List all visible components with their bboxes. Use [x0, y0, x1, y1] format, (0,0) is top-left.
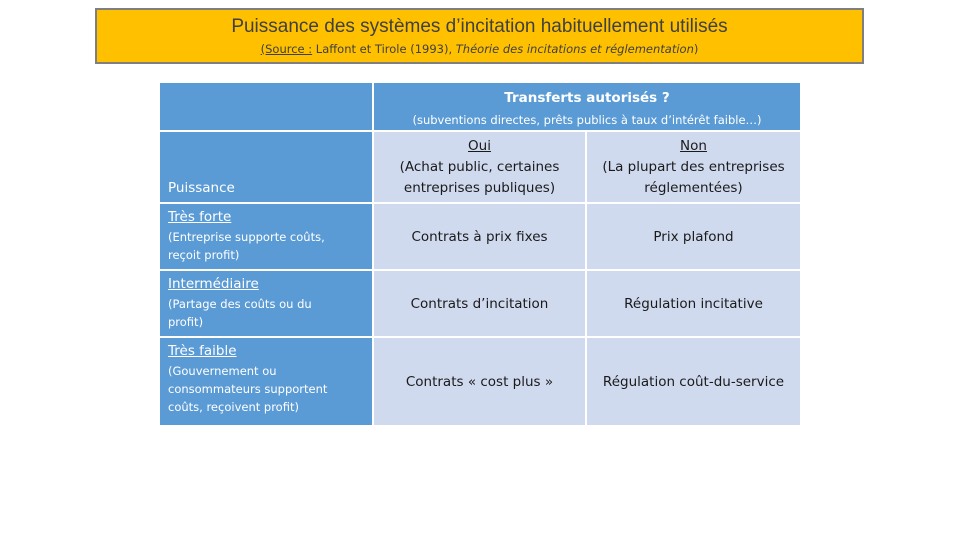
incentive-table	[160, 83, 800, 425]
row-header-tres-forte	[160, 204, 372, 269]
column-header-non	[587, 132, 800, 202]
column-header-oui	[374, 132, 585, 202]
column-non-title: Non	[680, 137, 707, 154]
puissance-label: Puissance	[168, 180, 235, 196]
transfers-subtitle: (subventions directes, prêts publics à taux d’intérêt faible…)	[412, 113, 762, 127]
column-oui-desc-line1: (Achat public, certaines	[399, 158, 560, 175]
cell-oui: Contrats d’incitation	[374, 271, 585, 336]
source-authors: Laffont et Tirole (1993),	[312, 42, 456, 56]
column-oui-desc-line2: entreprises publiques)	[403, 179, 556, 196]
row-desc-line: (Gouvernement ou	[168, 364, 277, 378]
cell-non: Régulation coût-du-service	[587, 338, 800, 425]
title-box	[95, 8, 864, 64]
column-non-desc-line2: réglementées)	[644, 179, 743, 196]
source-close: )	[693, 42, 699, 56]
puissance-header	[160, 132, 372, 202]
source-work: Théorie des incitations et réglementation	[455, 42, 694, 56]
row-description	[168, 362, 372, 416]
source-label: (Source :	[260, 42, 313, 56]
row-name: Très faible	[168, 343, 237, 359]
cell-oui: Contrats « cost plus »	[374, 338, 585, 425]
column-non-desc-line1: (La plupart des entreprises	[602, 158, 785, 175]
row-description	[168, 228, 372, 264]
row-desc-line: reçoit profit)	[168, 248, 240, 262]
cell-oui: Contrats à prix fixes	[374, 204, 585, 269]
header-corner-empty	[160, 83, 372, 130]
row-description	[168, 295, 372, 331]
row-desc-line: (Partage des coûts ou du	[168, 297, 312, 311]
row-desc-line: profit)	[168, 315, 204, 329]
row-desc-line: (Entreprise supporte coûts,	[168, 230, 325, 244]
transfers-header	[374, 83, 800, 130]
cell-non: Régulation incitative	[587, 271, 800, 336]
slide-title: Puissance des systèmes d’incitation habituellement utilisés	[231, 16, 728, 37]
transfers-title: Transferts autorisés ?	[504, 90, 670, 106]
row-name: Très forte	[168, 209, 232, 225]
row-desc-line: consommateurs supportent	[168, 382, 328, 396]
column-oui-title: Oui	[468, 137, 491, 154]
row-header-tres-faible	[160, 338, 372, 425]
row-name: Intermédiaire	[168, 276, 259, 292]
cell-non: Prix plafond	[587, 204, 800, 269]
source-citation	[97, 42, 862, 56]
row-header-intermediaire	[160, 271, 372, 336]
row-desc-line: coûts, reçoivent profit)	[168, 400, 299, 414]
